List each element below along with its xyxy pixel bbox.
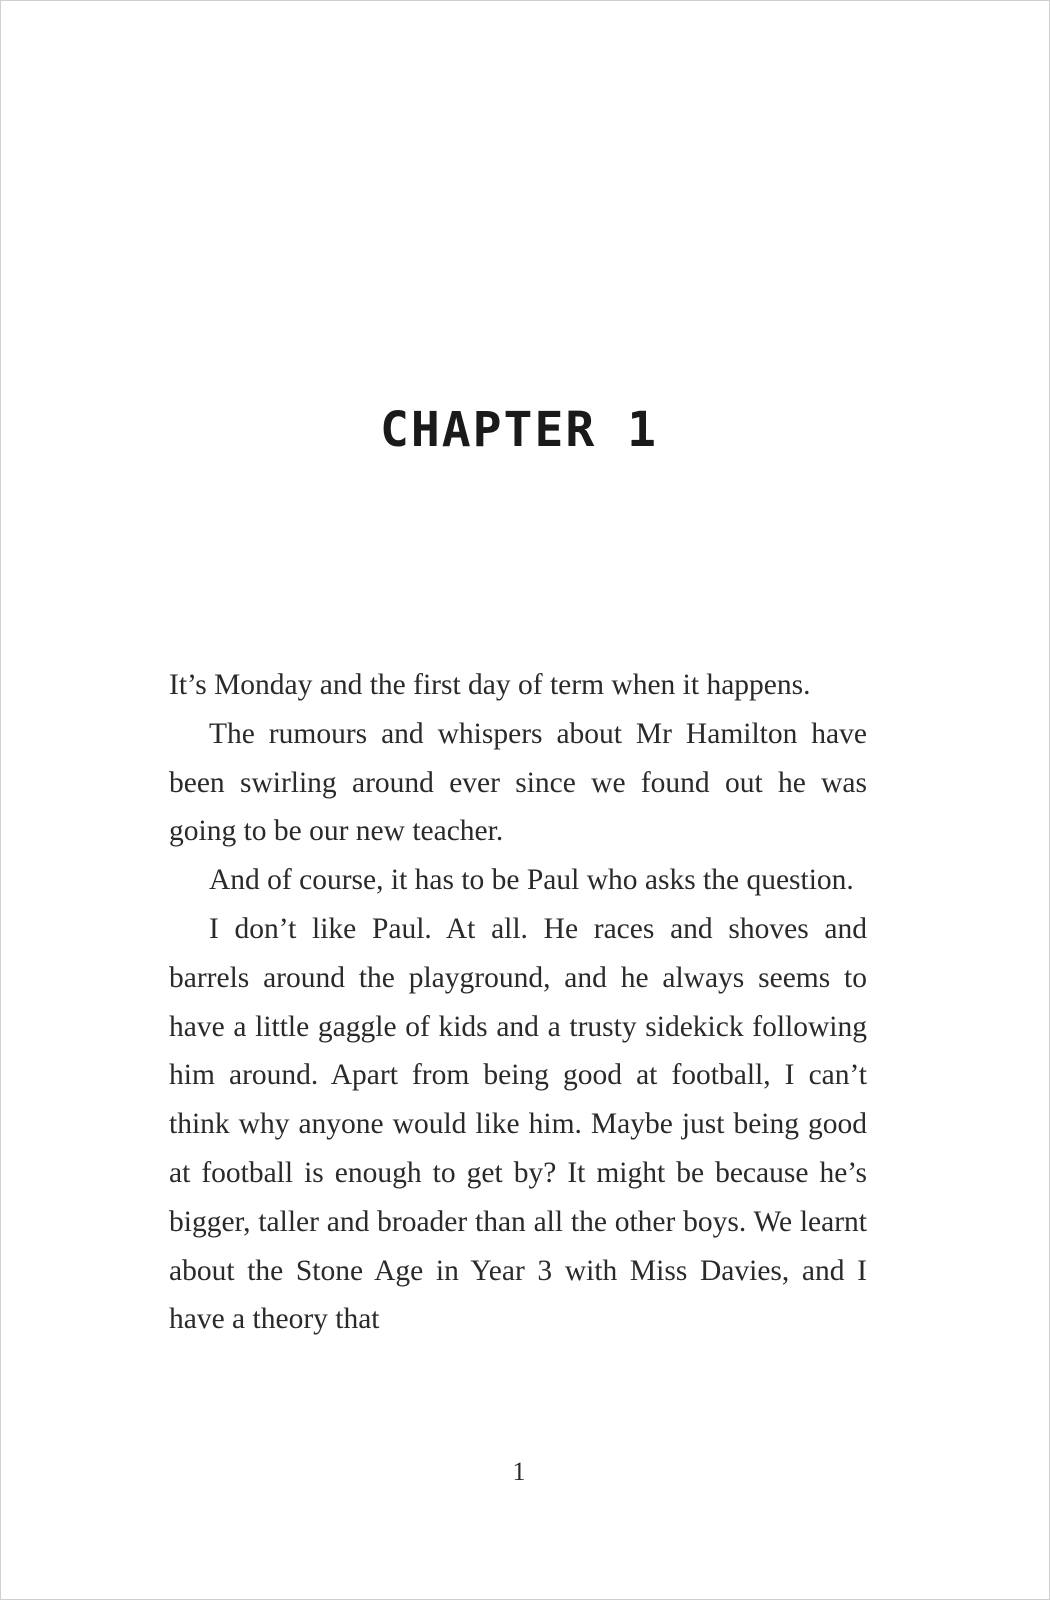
page-number: 1	[512, 1457, 526, 1486]
paragraph-1: It’s Monday and the first day of term when it happens.	[169, 669, 811, 701]
paragraph-3: And of course, it has to be Paul who asks the question.	[209, 864, 854, 897]
chapter-title: CHAPTER 1	[379, 402, 659, 458]
paragraph-2: The rumours and whispers about Mr Hamilton have been swirling around ever since we found out he was going to be our new teacher.	[169, 717, 867, 848]
chapter-body	[169, 661, 867, 1344]
paragraph-4: I don’t like Paul. At all. He races and shoves and barrels around the playground, and he always seems to have a little gaggle of kids and a trusty sidekick following him around. Apart from being good at football, I can’t think why anyone would like him. Maybe just being good at football is enough to get by? It might be because he’s bigger, taller and broader than all the other boys. We learnt about the Stone Age in Year 3 with Miss Davies, and I have a theory that	[169, 912, 867, 1336]
